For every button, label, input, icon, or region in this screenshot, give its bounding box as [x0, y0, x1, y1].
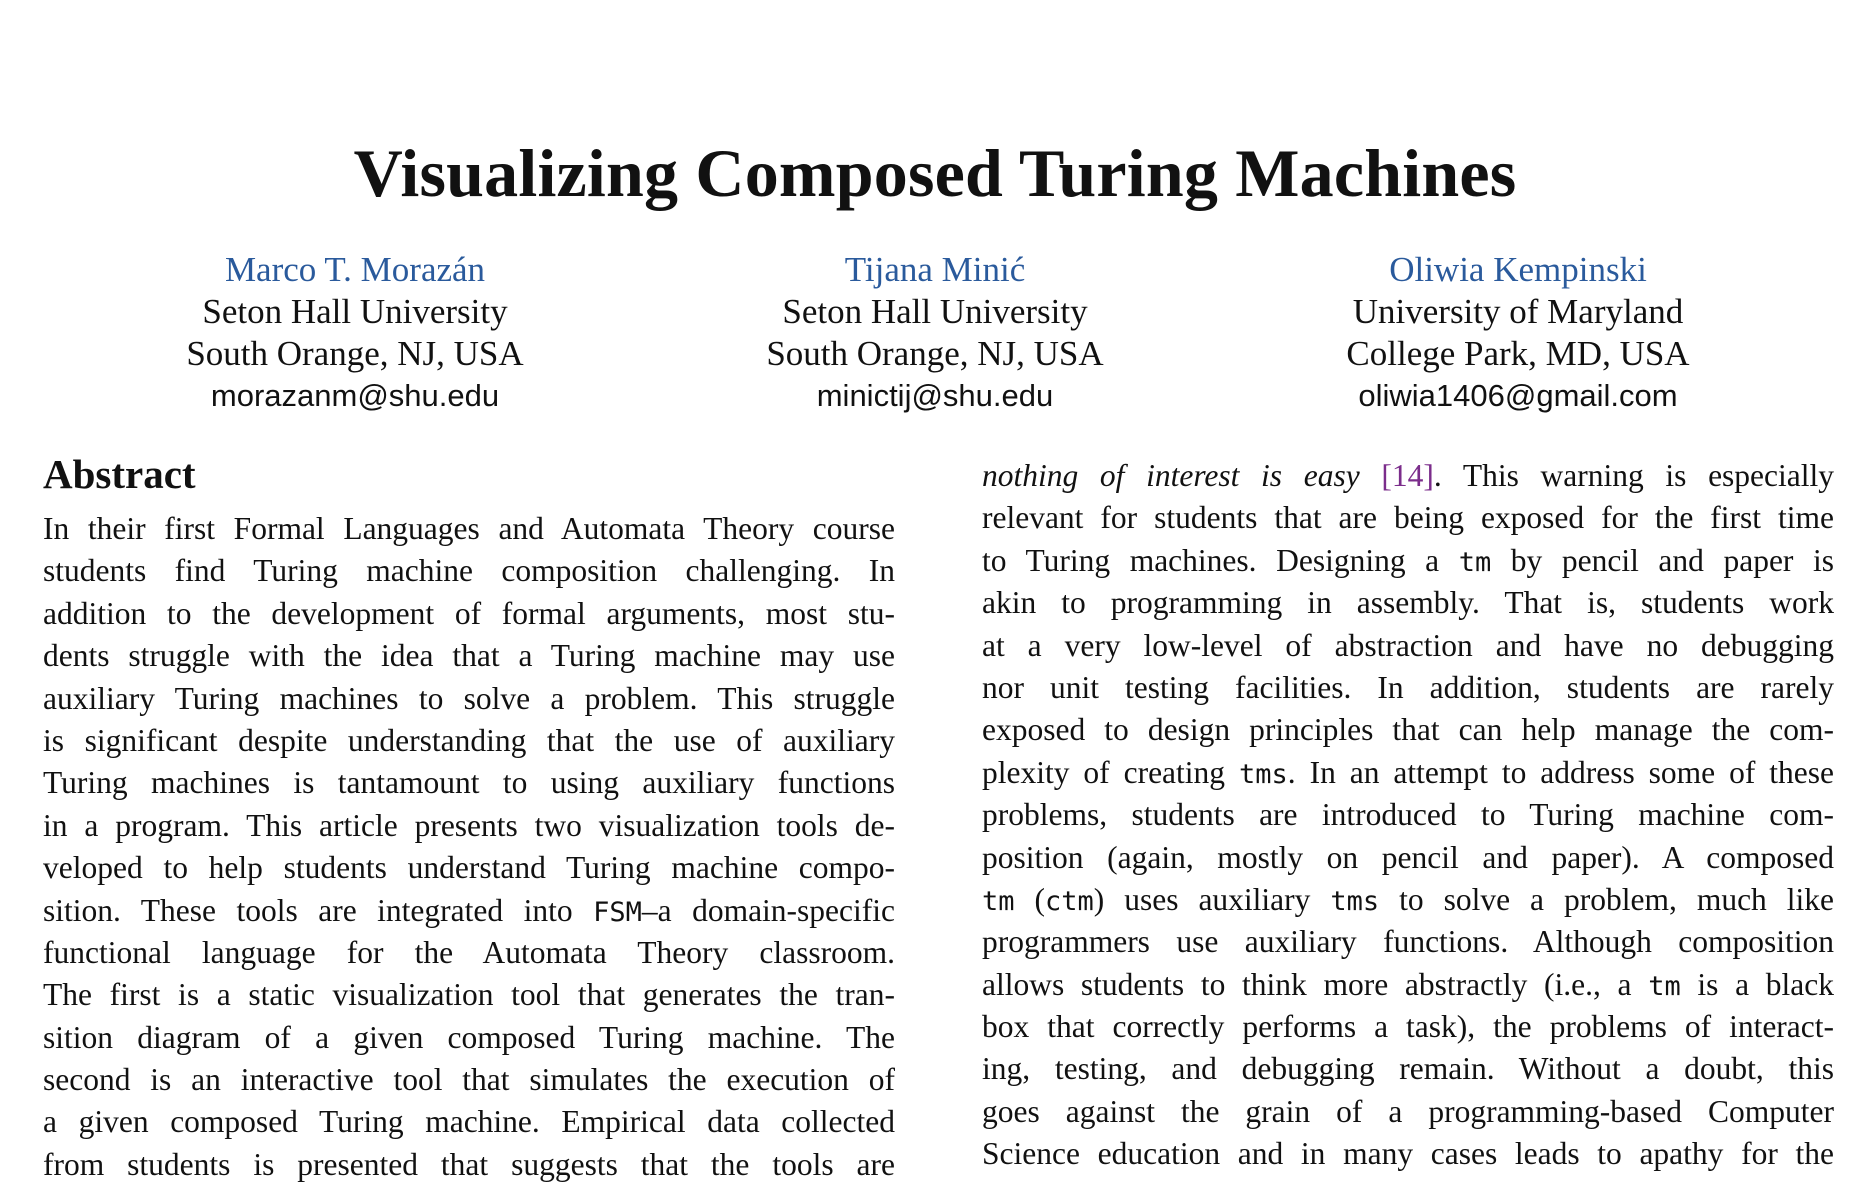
author-affiliation: Seton Hall University	[782, 292, 1088, 331]
body-line: at a very low-level of abstraction and have no debugging	[982, 627, 1834, 663]
abstract-line: is significant despite understanding that the use of auxiliary	[43, 722, 895, 758]
abstract-line: a given composed Turing machine. Empirical data collected	[43, 1104, 895, 1140]
abstract-line: addition to the development of formal arguments, most stu-	[43, 595, 895, 631]
author-location: College Park, MD, USA	[1346, 334, 1690, 373]
author-location: South Orange, NJ, USA	[186, 334, 524, 373]
author-name[interactable]: Tijana Minić	[844, 250, 1026, 289]
citation-link[interactable]: [14]	[1381, 458, 1434, 493]
abstract-line: dents struggle with the idea that a Turing machine may use	[43, 638, 895, 674]
body-line: ing, testing, and debugging remain. Without a doubt, this	[982, 1051, 1834, 1087]
author-affiliation: University of Maryland	[1352, 292, 1684, 331]
author-1	[155, 249, 555, 417]
body-line	[982, 964, 1834, 1006]
body-text: by pencil and paper is	[1491, 542, 1834, 578]
tms-term: tms	[1330, 885, 1380, 917]
abstract-body	[43, 508, 895, 1186]
author-location: South Orange, NJ, USA	[766, 334, 1104, 373]
tm-term: tm	[1458, 546, 1492, 578]
body-line	[982, 455, 1834, 497]
body-line: problems, students are introduced to Turing machine com-	[982, 797, 1834, 833]
author-3	[1318, 249, 1718, 417]
tms-term: tms	[1238, 758, 1288, 790]
body-line: exposed to design principles that can help manage the com-	[982, 712, 1834, 748]
body-line: position (again, mostly on pencil and paper). A composed	[982, 839, 1834, 875]
abstract-line: students find Turing machine composition challenging. In	[43, 553, 895, 589]
fsm-term: FSM	[593, 896, 642, 928]
body-text: (	[1014, 881, 1045, 917]
body-line: programmers use auxiliary functions. Although composition	[982, 924, 1834, 960]
abstract-text: sition. These tools are integrated into	[43, 892, 594, 928]
body-text: plexity of creating	[982, 754, 1239, 790]
abstract-line: The first is a static visualization tool that generates the tran-	[43, 977, 895, 1013]
author-name[interactable]: Marco T. Morazán	[224, 250, 486, 289]
author-affiliation: Seton Hall University	[202, 292, 508, 331]
body-line	[982, 752, 1834, 794]
body-line: box that correctly performs a task), the problems of interact-	[982, 1009, 1834, 1045]
body-line: goes against the grain of a programming-based Computer	[982, 1093, 1834, 1129]
abstract-line: veloped to help students understand Turing machine compo-	[43, 850, 895, 886]
body-text: is a black	[1680, 966, 1834, 1002]
abstract-line: In their first Formal Languages and Automata Theory course	[43, 511, 895, 546]
author-email: morazanm@shu.edu	[210, 378, 500, 413]
body-line: Science education and in many cases leads to apathy for the	[982, 1136, 1834, 1172]
body-text: . In an attempt to address some of these	[1287, 754, 1834, 790]
right-column-body	[982, 455, 1834, 1176]
body-line: akin to programming in assembly. That is, students work	[982, 585, 1834, 621]
abstract-line: functional language for the Automata Theory classroom.	[43, 934, 895, 970]
italic-phrase: nothing of interest is easy	[982, 458, 1360, 493]
abstract-line: Turing machines is tantamount to using auxiliary functions	[43, 765, 895, 801]
abstract-line: second is an interactive tool that simulates the execution of	[43, 1062, 895, 1098]
abstract-line: from students is presented that suggests that the tools are	[43, 1146, 895, 1182]
body-line: relevant for students that are being exposed for the first time	[982, 500, 1834, 536]
author-2	[735, 249, 1135, 417]
body-line	[982, 879, 1834, 921]
author-email: oliwia1406@gmail.com	[1358, 378, 1678, 413]
abstract-line: in a program. This article presents two visualization tools de-	[43, 807, 895, 843]
body-text: . This warning is especially	[1433, 458, 1835, 493]
body-text: to Turing machines. Designing a	[982, 542, 1459, 578]
body-text: to solve a problem, much like	[1379, 881, 1835, 917]
abstract-line-fsm	[43, 890, 895, 932]
body-line: nor unit testing facilities. In addition, students are rarely	[982, 669, 1834, 705]
body-text: ) uses auxiliary	[1093, 881, 1331, 917]
tm-term: tm	[1648, 970, 1681, 1002]
abstract-text: –a domain-specific	[641, 892, 895, 928]
abstract-line: sition diagram of a given composed Turing machine. The	[43, 1019, 895, 1055]
body-line	[982, 540, 1834, 582]
ctm-term: ctm	[1044, 885, 1094, 917]
abstract-line: auxiliary Turing machines to solve a problem. This struggle	[43, 680, 895, 716]
paper-title: Visualizing Composed Turing Machines	[353, 135, 1517, 211]
author-name[interactable]: Oliwia Kempinski	[1389, 250, 1647, 289]
body-text: allows students to think more abstractly (i.e., a	[982, 966, 1649, 1002]
tm-term: tm	[982, 885, 1015, 917]
abstract-heading: Abstract	[43, 451, 196, 497]
author-email: minictij@shu.edu	[816, 378, 1054, 413]
